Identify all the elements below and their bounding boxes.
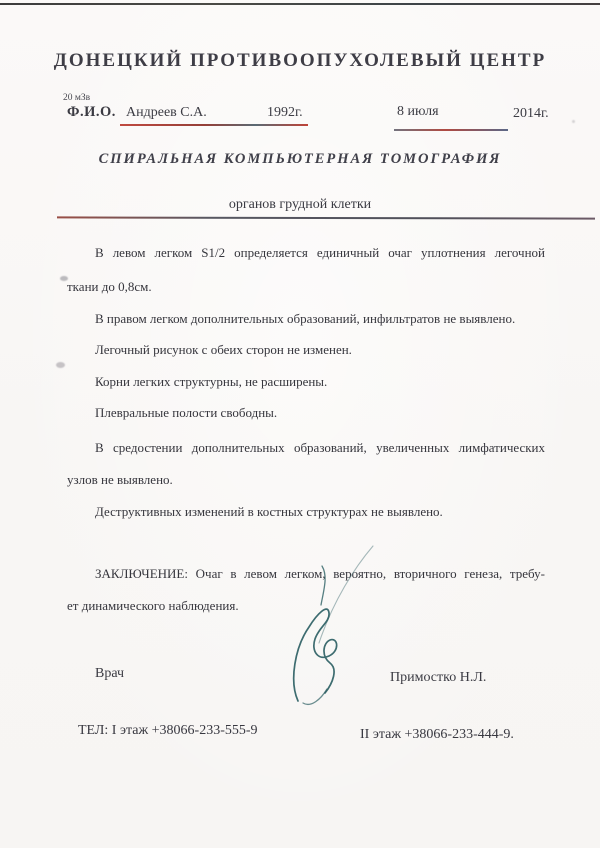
phone-floor2: II этаж +38066-233-444-9. [360,727,514,742]
exam-subtitle: органов грудной клетки [228,197,372,212]
scan-speckle [572,120,575,123]
finding-line: Плевральные полости свободны. [95,405,278,420]
conclusion-line: ЗАКЛЮЧЕНИЕ: Очаг в левом легком, вероятно, вторичного генеза, требу- [95,566,545,581]
birth-year-value: 1992г. [267,105,303,120]
radiation-dose-note: 20 мЗв [63,93,91,103]
scan-speckle [60,276,68,281]
doctor-signature [283,543,383,713]
finding-line: В левом легком S1/2 определяется единичный очаг уплотнения легочной [95,245,545,260]
fio-label: Ф.И.О. [67,104,116,120]
patient-name-value: Андреев С.А. [126,105,207,120]
finding-line: Корни легких структурны, не расширены. [95,374,328,389]
clinic-header-title: ДОНЕЦКИЙ ПРОТИВООПУХОЛЕВЫЙ ЦЕНТР [53,50,547,71]
name-underline [120,124,308,126]
finding-line: ткани до 0,8см. [67,279,152,294]
scan-top-edge-line [0,3,600,5]
finding-line: В правом легком дополнительных образований, инфильтратов не выявлено. [95,311,516,326]
finding-line: Легочный рисунок с обеих сторон не изменен. [95,342,352,357]
finding-line: Деструктивных изменений в костных структурах не выявлено. [95,504,443,519]
header-divider-line [57,216,595,219]
phone-floor1: ТЕЛ: I этаж +38066-233-555-9 [78,723,258,738]
conclusion-line: ет динамического наблюдения. [67,598,239,613]
doctor-name: Примостко Н.Л. [390,670,487,685]
exam-date-day-value: 8 июля [397,104,439,119]
exam-date-year-value: 2014г. [513,106,549,121]
scan-speckle [56,362,65,368]
exam-title: СПИРАЛЬНАЯ КОМПЬЮТЕРНАЯ ТОМОГРАФИЯ [98,151,502,167]
date-underline [394,129,508,131]
finding-line: узлов не выявлено. [67,472,173,487]
doctor-label: Врач [95,666,125,681]
finding-line: В средостении дополнительных образований, увеличенных лимфатических [95,440,545,455]
